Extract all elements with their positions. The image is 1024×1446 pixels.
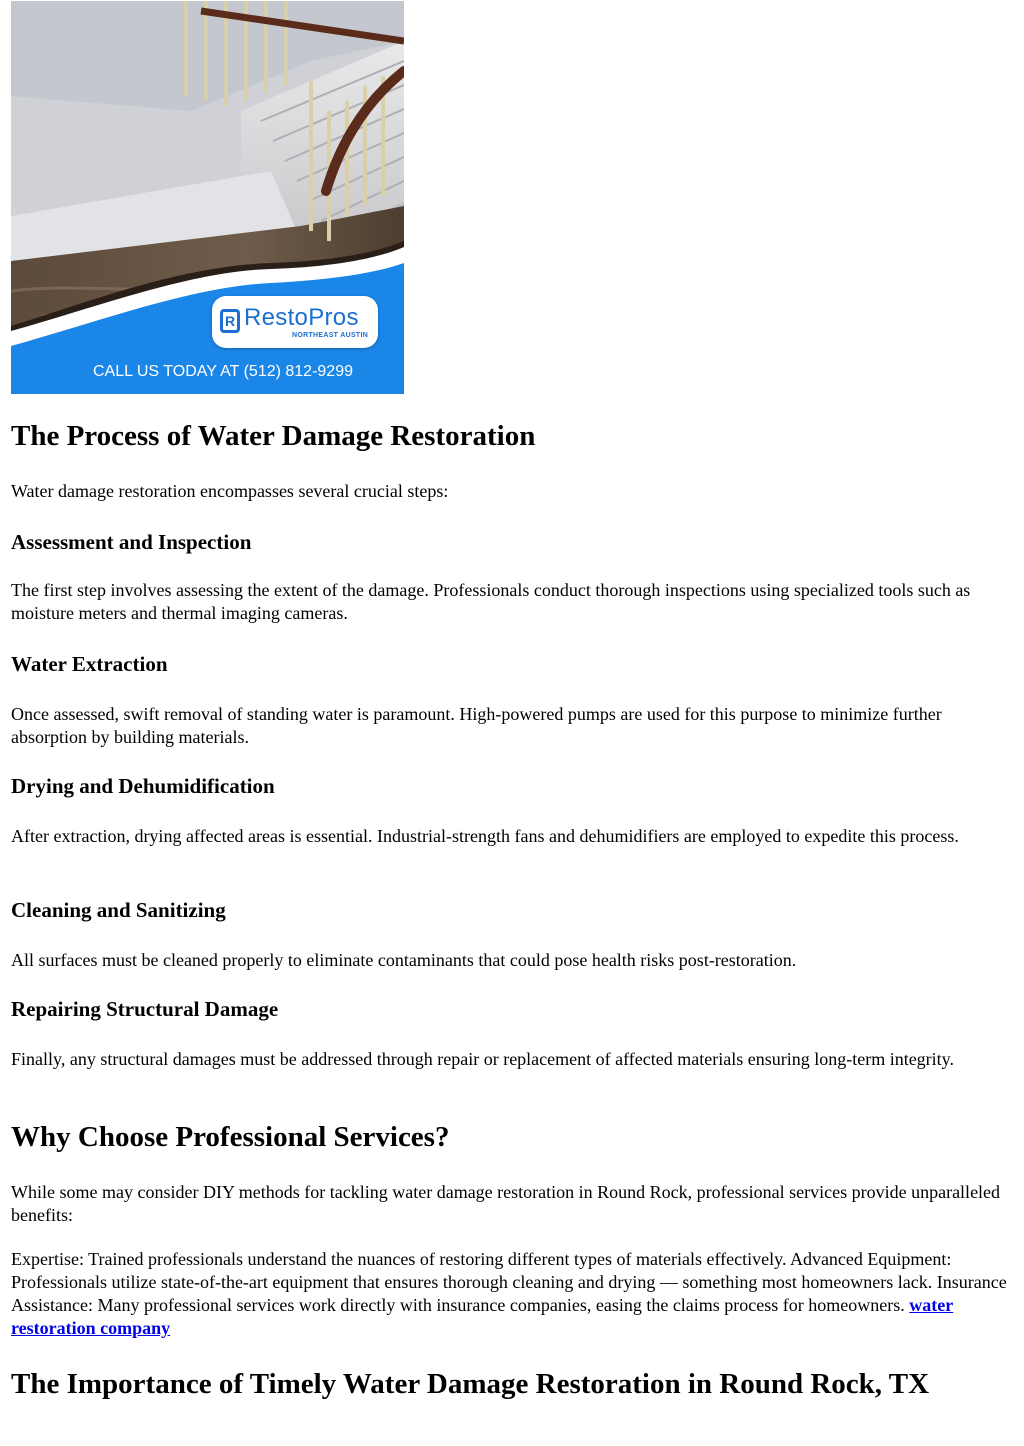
section-title-importance: The Importance of Timely Water Damage Restoration in Round Rock, TX: [11, 1368, 930, 1400]
step-heading-assessment: Assessment and Inspection: [11, 530, 252, 554]
brand-subtitle: NORTHEAST AUSTIN: [292, 332, 369, 339]
section-title-professional: Why Choose Professional Services?: [11, 1121, 450, 1153]
step-heading-cleaning: Cleaning and Sanitizing: [11, 898, 226, 922]
section-title-process: The Process of Water Damage Restoration: [11, 420, 536, 452]
step-heading-extraction: Water Extraction: [11, 652, 168, 676]
hero-image: [11, 1, 404, 394]
brand-logo-letter: R: [224, 313, 236, 329]
benefits-text: Expertise: Trained professionals understand the nuances of restoring different types of materials effectively. Advanced Equipment: Professionals utilize state-of-the-art equipment that ensures thorough cleaning and drying — something most homeowners lack. Insurance Assistance: Many professional services work directly with insurance companies, easing the claims process for homeowners.: [11, 1249, 1007, 1315]
step-text-repairing: Finally, any structural damages must be addressed through repair or replacement of affected materials ensuring long-term integrity.: [11, 1049, 955, 1069]
step-heading-repairing: Repairing Structural Damage: [11, 997, 279, 1021]
brand-logo-mark: [220, 309, 240, 333]
step-heading-drying: Drying and Dehumidification: [11, 774, 275, 798]
step-text-assessment: The first step involves assessing the extent of the damage. Professionals conduct thorough inspections using specialized tools such as moisture meters and thermal imaging cameras.: [11, 580, 971, 623]
benefits-paragraph: [11, 1248, 1016, 1340]
step-text-cleaning: All surfaces must be cleaned properly to eliminate contaminants that could pose health risks post-restoration.: [11, 950, 797, 970]
brand-name: RestoPros: [244, 304, 359, 331]
step-text-drying: After extraction, drying affected areas is essential. Industrial-strength fans and dehumidifiers are employed to expedite this process.: [11, 826, 959, 846]
step-text-extraction: Once assessed, swift removal of standing water is paramount. High-powered pumps are used for this purpose to minimize further absorption by building materials.: [11, 704, 942, 747]
brand-logo-badge: [212, 296, 378, 348]
section-intro-professional: While some may consider DIY methods for tackling water damage restoration in Round Rock, professional services provide unparalleled benefits:: [11, 1182, 1001, 1225]
section-intro-process: Water damage restoration encompasses several crucial steps:: [11, 481, 449, 501]
call-to-action-phone: CALL US TODAY AT (512) 812-9299: [93, 363, 353, 380]
water-restoration-company-link[interactable]: water restoration company: [11, 1295, 954, 1338]
